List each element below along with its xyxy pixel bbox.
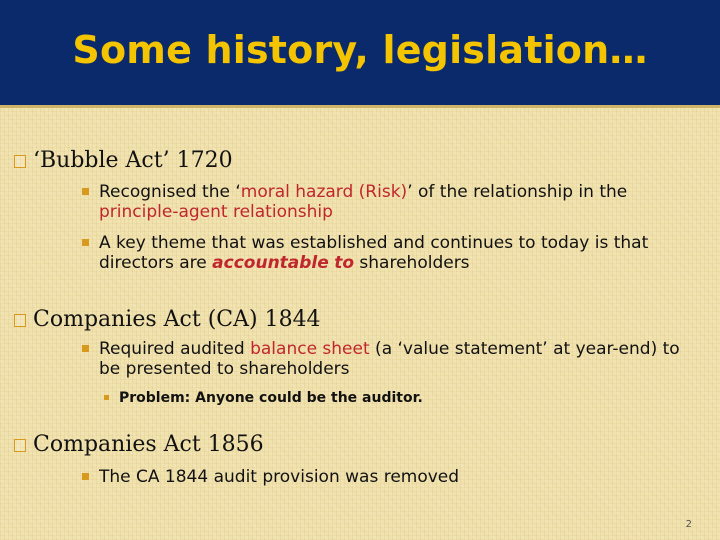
bullet-text: Recognised the ‘moral hazard (Risk)’ of the relationship in the principle-agent relationship — [99, 182, 628, 222]
bullet-provision-removed — [82, 467, 682, 487]
checkbox-bullet-icon — [14, 314, 26, 327]
sub-bullet-problem — [104, 389, 423, 407]
section-heading-bubble-act — [14, 148, 233, 174]
section-heading-ca-1844 — [14, 307, 321, 333]
heading-text: Companies Act (CA) 1844 — [33, 307, 321, 332]
slide-title: Some history, legislation… — [72, 27, 648, 72]
section-heading-ca-1856 — [14, 432, 264, 458]
bullet-accountable — [82, 233, 682, 273]
checkbox-bullet-icon — [14, 439, 26, 452]
bullet-text: Required audited balance sheet (a ‘value statement’ at year-end) to be presented to shareholders — [99, 339, 680, 379]
heading-text: Companies Act 1856 — [33, 432, 264, 457]
checkbox-bullet-icon — [14, 155, 26, 168]
small-square-bullet-icon — [104, 395, 109, 400]
bullet-text: The CA 1844 audit provision was removed — [99, 467, 460, 487]
bullet-moral-hazard — [82, 182, 682, 222]
bullet-balance-sheet — [82, 339, 682, 379]
slide-number: 2 — [685, 519, 692, 530]
square-bullet-icon — [82, 473, 89, 480]
square-bullet-icon — [82, 188, 89, 195]
sub-bullet-text: Problem: Anyone could be the auditor. — [119, 390, 423, 406]
square-bullet-icon — [82, 345, 89, 352]
bullet-text: A key theme that was established and continues to today is that directors are accountable to shareholders — [99, 233, 649, 273]
square-bullet-icon — [82, 239, 89, 246]
heading-text: ‘Bubble Act’ 1720 — [33, 148, 233, 173]
